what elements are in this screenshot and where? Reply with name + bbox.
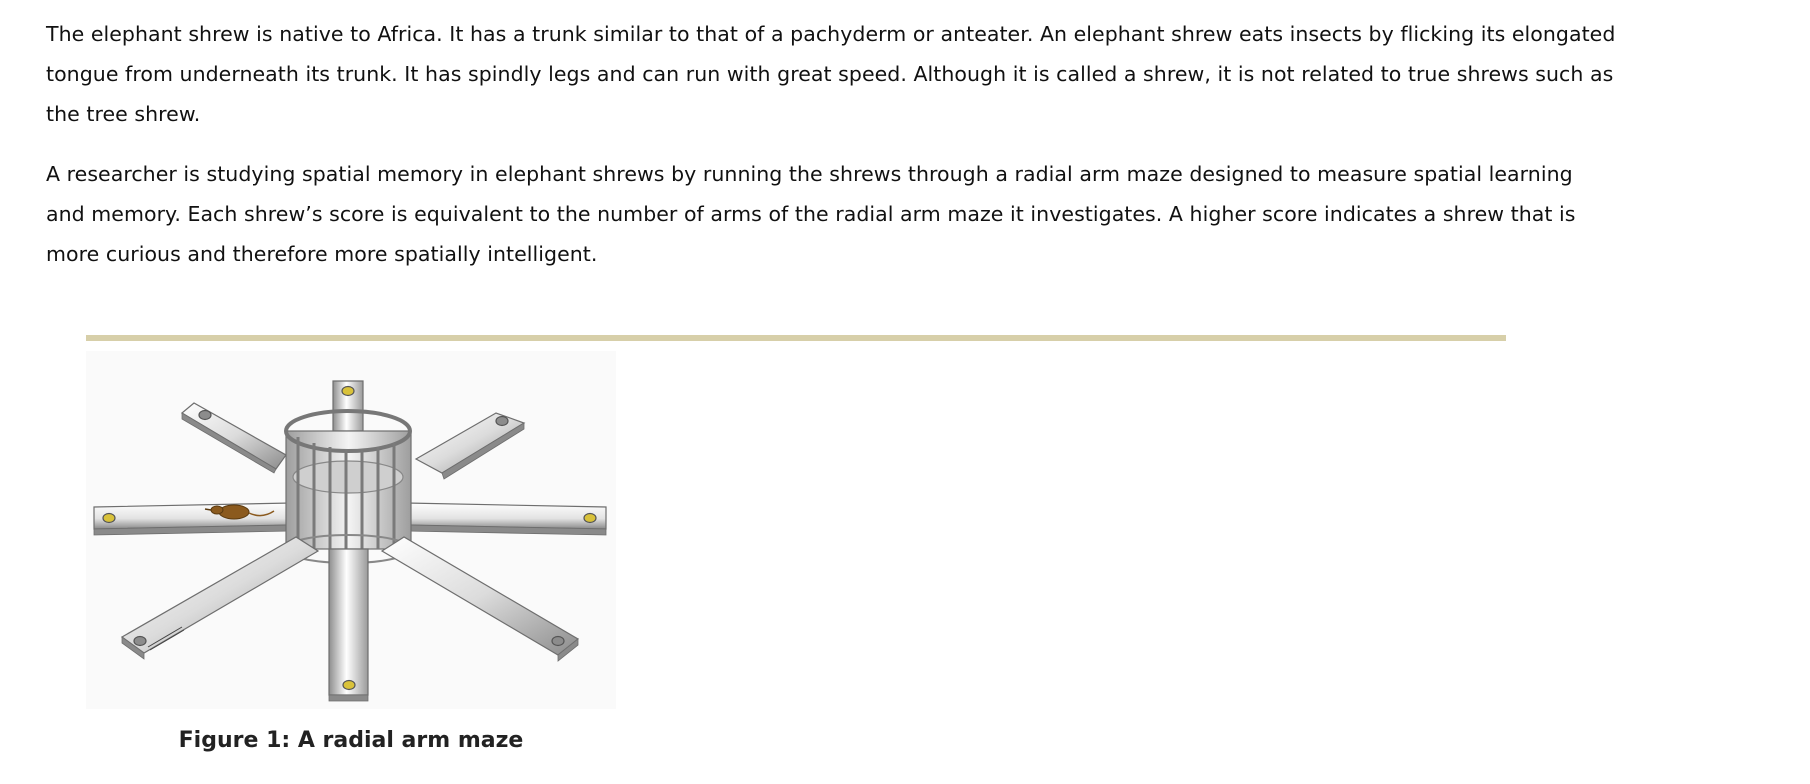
maze-central-hub — [285, 411, 411, 563]
maze-arm-east — [406, 503, 606, 535]
passage — [46, 14, 1616, 294]
maze-arm-southeast — [382, 537, 578, 661]
maze-arm-north — [333, 381, 363, 431]
radial-arm-maze-illustration — [86, 351, 616, 709]
maze-arm-southwest — [122, 537, 318, 659]
figure-top-rule — [86, 335, 1506, 341]
figure-caption: Figure 1: A radial arm maze — [178, 728, 524, 753]
maze-arm-northeast — [416, 413, 524, 479]
maze-arm-northwest — [182, 403, 286, 473]
paragraph-intro: The elephant shrew is native to Africa. It has a trunk similar to that of a pachyderm or anteater. An elephant shrew eats insects by flicking its elongated tongue from underneath its trunk. It has spindly legs and can run with great speed. Although it is called a shrew, it is not related to true shrews such as the tree shrew. — [46, 22, 1616, 126]
maze-arm-west — [94, 503, 291, 535]
maze-arm-south — [329, 549, 368, 701]
figure-image-radial-arm-maze — [86, 351, 616, 709]
paragraph-experiment: A researcher is studying spatial memory in elephant shrews by running the shrews through a radial arm maze designed to measure spatial learning and memory. Each shrew’s score is equivalent to the number of arms of the radial arm maze it investigates. A higher score indicates a shrew that is more curious and therefore more spatially intelligent. — [46, 162, 1576, 266]
